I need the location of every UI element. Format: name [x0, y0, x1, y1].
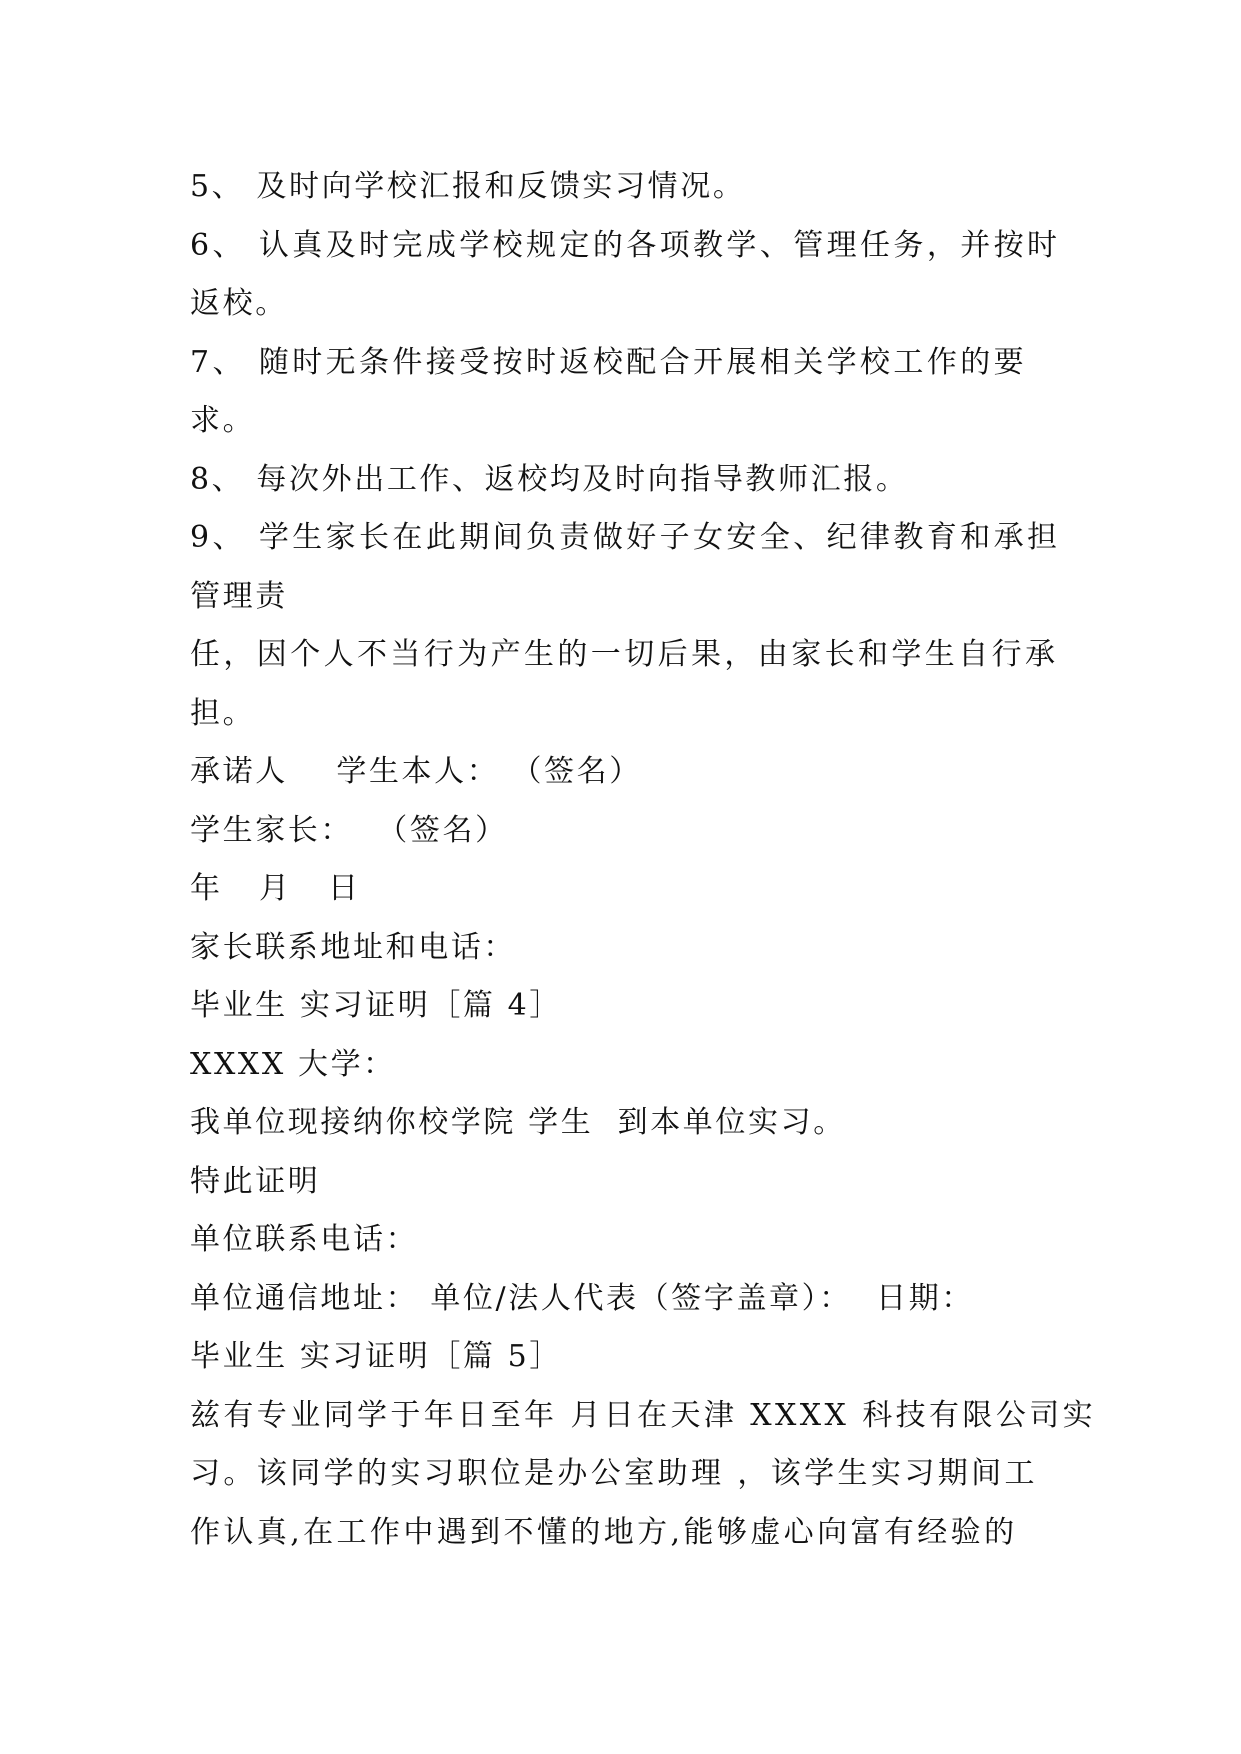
- text-line-item-9-cont: 管理责: [190, 578, 288, 614]
- section-heading-4: 毕业生 实习证明［篇 4］: [190, 988, 562, 1023]
- unit-phone-line: 单位联系电话：: [190, 1222, 419, 1257]
- text-line-internship-2: 习。该同学的实习职位是办公室助理 ，该学生实习期间工: [190, 1456, 1038, 1491]
- section-heading-5: 毕业生 实习证明［篇 5］: [190, 1339, 562, 1374]
- text-line-item-6-cont: 返校。: [190, 286, 288, 321]
- parent-contact-line: 家长联系地址和电话：: [190, 929, 516, 965]
- text-line-item-9: 9、 学生家长在此期间负责做好子女安全、纪律教育和承担: [190, 520, 1061, 555]
- text-line-internship-3: 作认真,在工作中遇到不懂的地方,能够虚心向富有经验的: [190, 1514, 1018, 1550]
- text-line-item-7: 7、 随时无条件接受按时返校配合开展相关学校工作的要: [190, 344, 1028, 380]
- text-line-item-7-cont: 求。: [190, 403, 256, 438]
- text-line-internship-1: 兹有专业同学于年日至年 月日在天津 XXXX 科技有限公司实: [190, 1397, 1097, 1433]
- text-line-certify: 特此证明: [190, 1163, 321, 1199]
- unit-address-line: 单位通信地址： 单位/法人代表（签字盖章）： 日期：: [190, 1280, 974, 1316]
- signature-line-parent: 学生家长： （签名）: [190, 812, 508, 848]
- date-line: 年 月 日: [190, 871, 361, 906]
- text-line-acceptance: 我单位现接纳你校学院 学生 到本单位实习。: [190, 1105, 846, 1140]
- document-body: [190, 158, 1097, 1562]
- text-line-item-8: 8、 每次外出工作、返校均及时向指导教师汇报。: [190, 461, 909, 497]
- text-line-responsibility: 任，因个人不当行为产生的一切后果，由家长和学生自行承: [190, 637, 1059, 672]
- text-line-item-5: 5、 及时向学校汇报和反馈实习情况。: [190, 169, 746, 204]
- addressee-line: XXXX 大学：: [190, 1046, 396, 1082]
- text-line-responsibility-cont: 担。: [190, 695, 256, 731]
- signature-line-promisor: 承诺人 学生本人： （签名）: [190, 754, 642, 789]
- text-line-item-6: 6、 认真及时完成学校规定的各项教学、管理任务，并按时: [190, 227, 1061, 263]
